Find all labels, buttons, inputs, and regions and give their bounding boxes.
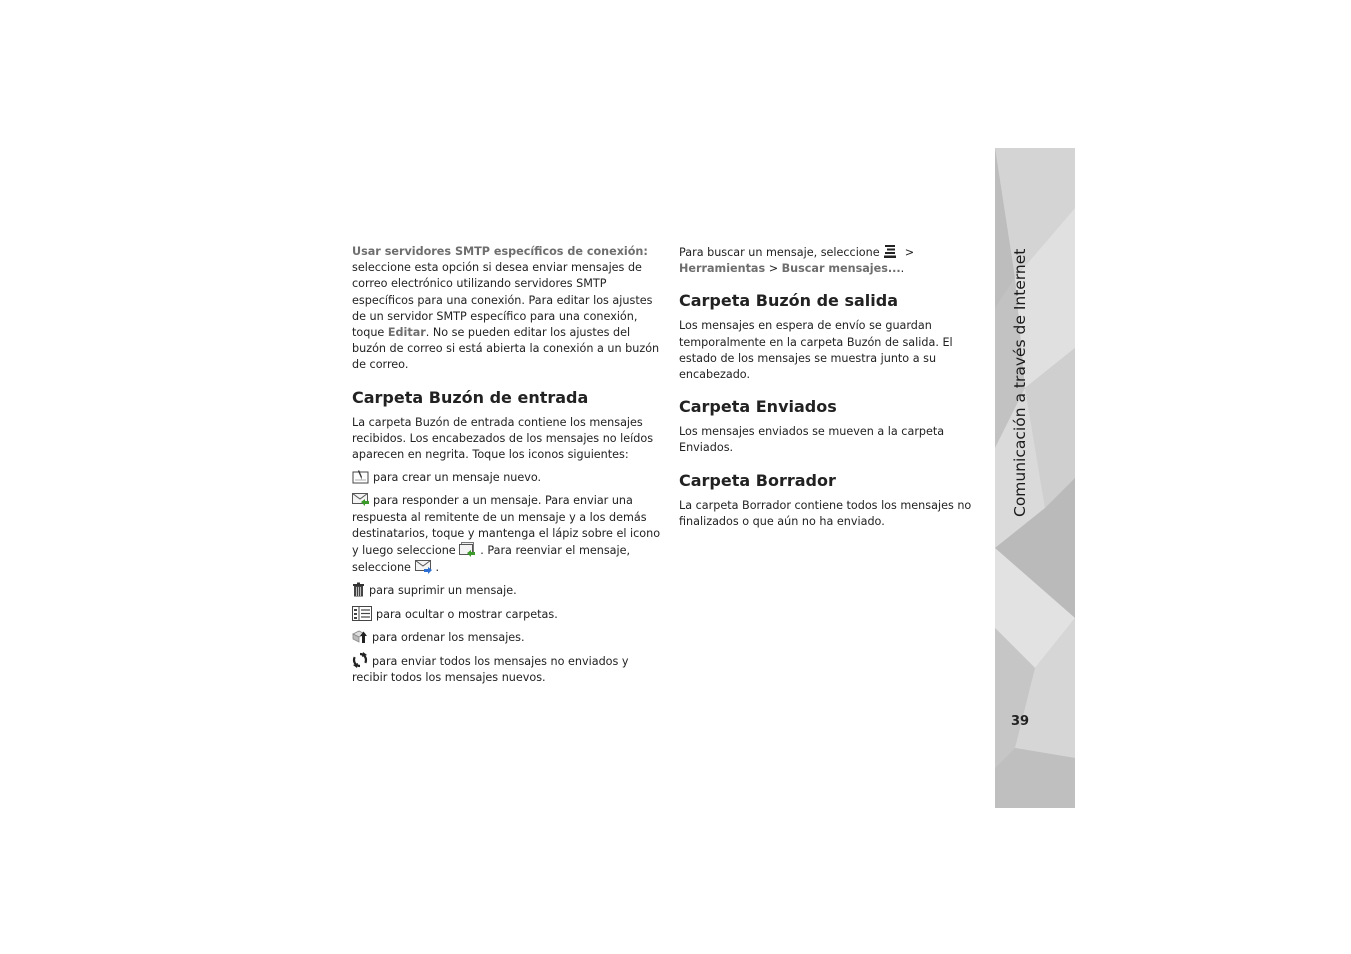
folder-list-icon bbox=[352, 606, 372, 621]
item-reply: para responder a un mensaje. Para enviar una respuesta al remitente de un mensaje y a los demás destinatarios, toque y mantenga el lápiz sobre el icono y luego seleccione . Para reenviar el mensaje, seleccione . bbox=[352, 494, 661, 575]
trash-icon bbox=[352, 582, 365, 597]
left-column bbox=[352, 244, 664, 692]
sent-text: Los mensajes enviados se mueven a la carpeta Enviados. bbox=[679, 425, 945, 455]
inbox-heading: Carpeta Buzón de entrada bbox=[352, 387, 589, 407]
right-column bbox=[679, 244, 991, 536]
new-message-icon bbox=[352, 469, 369, 484]
tools-link[interactable]: Herramientas bbox=[679, 262, 766, 276]
smtp-text-2: . No se pueden editar los ajustes del buzón de correo si está abierta la conexión a un buzón de correo. bbox=[352, 326, 660, 372]
item-sort: para ordenar los mensajes. bbox=[352, 629, 664, 646]
section-sidebar bbox=[995, 148, 1075, 808]
item-folders: para ocultar o mostrar carpetas. bbox=[352, 606, 664, 623]
item-sync: para enviar todos los mensajes no enviados y recibir todos los mensajes nuevos. bbox=[352, 652, 664, 686]
smtp-paragraph bbox=[352, 244, 664, 374]
forward-icon bbox=[415, 559, 432, 574]
reply-icon bbox=[352, 492, 369, 507]
menu-icon bbox=[883, 244, 897, 259]
inbox-text: La carpeta Buzón de entrada contiene los mensajes recibidos. Los encabezados de los mensajes no leídos aparecen en negrita. Toque los iconos siguientes: bbox=[352, 415, 654, 462]
outbox-text: Los mensajes en espera de envío se guardan temporalmente en la carpeta Buzón de salida. El estado de los mensajes se muestra junto a su encabezado. bbox=[679, 319, 953, 382]
sort-icon bbox=[352, 629, 368, 644]
reply-all-icon bbox=[459, 542, 476, 557]
sync-icon bbox=[352, 652, 368, 668]
drafts-text: La carpeta Borrador contiene todos los mensajes no finalizados o que aún no ha enviado. bbox=[679, 498, 972, 528]
search-paragraph: Para buscar un mensaje, seleccione > Herramientas > Buscar mensajes.... bbox=[679, 246, 915, 276]
outbox-heading: Carpeta Buzón de salida bbox=[679, 291, 899, 311]
sent-heading: Carpeta Enviados bbox=[679, 397, 837, 417]
item-delete: para suprimir un mensaje. bbox=[352, 582, 664, 599]
section-title: Comunicación a través de Internet bbox=[1011, 248, 1029, 517]
item-new-message: para crear un mensaje nuevo. bbox=[352, 469, 664, 486]
drafts-heading: Carpeta Borrador bbox=[679, 470, 836, 490]
smtp-text-1: seleccione esta opción si desea enviar mensajes de correo electrónico utilizando servidores SMTP específicos para una conexión. Para editar los ajustes de un servidor SMTP específico para una conexión, toque bbox=[352, 261, 653, 340]
sidebar-pattern bbox=[995, 148, 1075, 808]
smtp-option-label: Usar servidores SMTP específicos de conexión: bbox=[352, 245, 648, 258]
edit-link[interactable]: Editar bbox=[387, 326, 426, 340]
find-messages-link[interactable]: Buscar mensajes... bbox=[781, 262, 901, 276]
page-number: 39 bbox=[1011, 714, 1030, 729]
